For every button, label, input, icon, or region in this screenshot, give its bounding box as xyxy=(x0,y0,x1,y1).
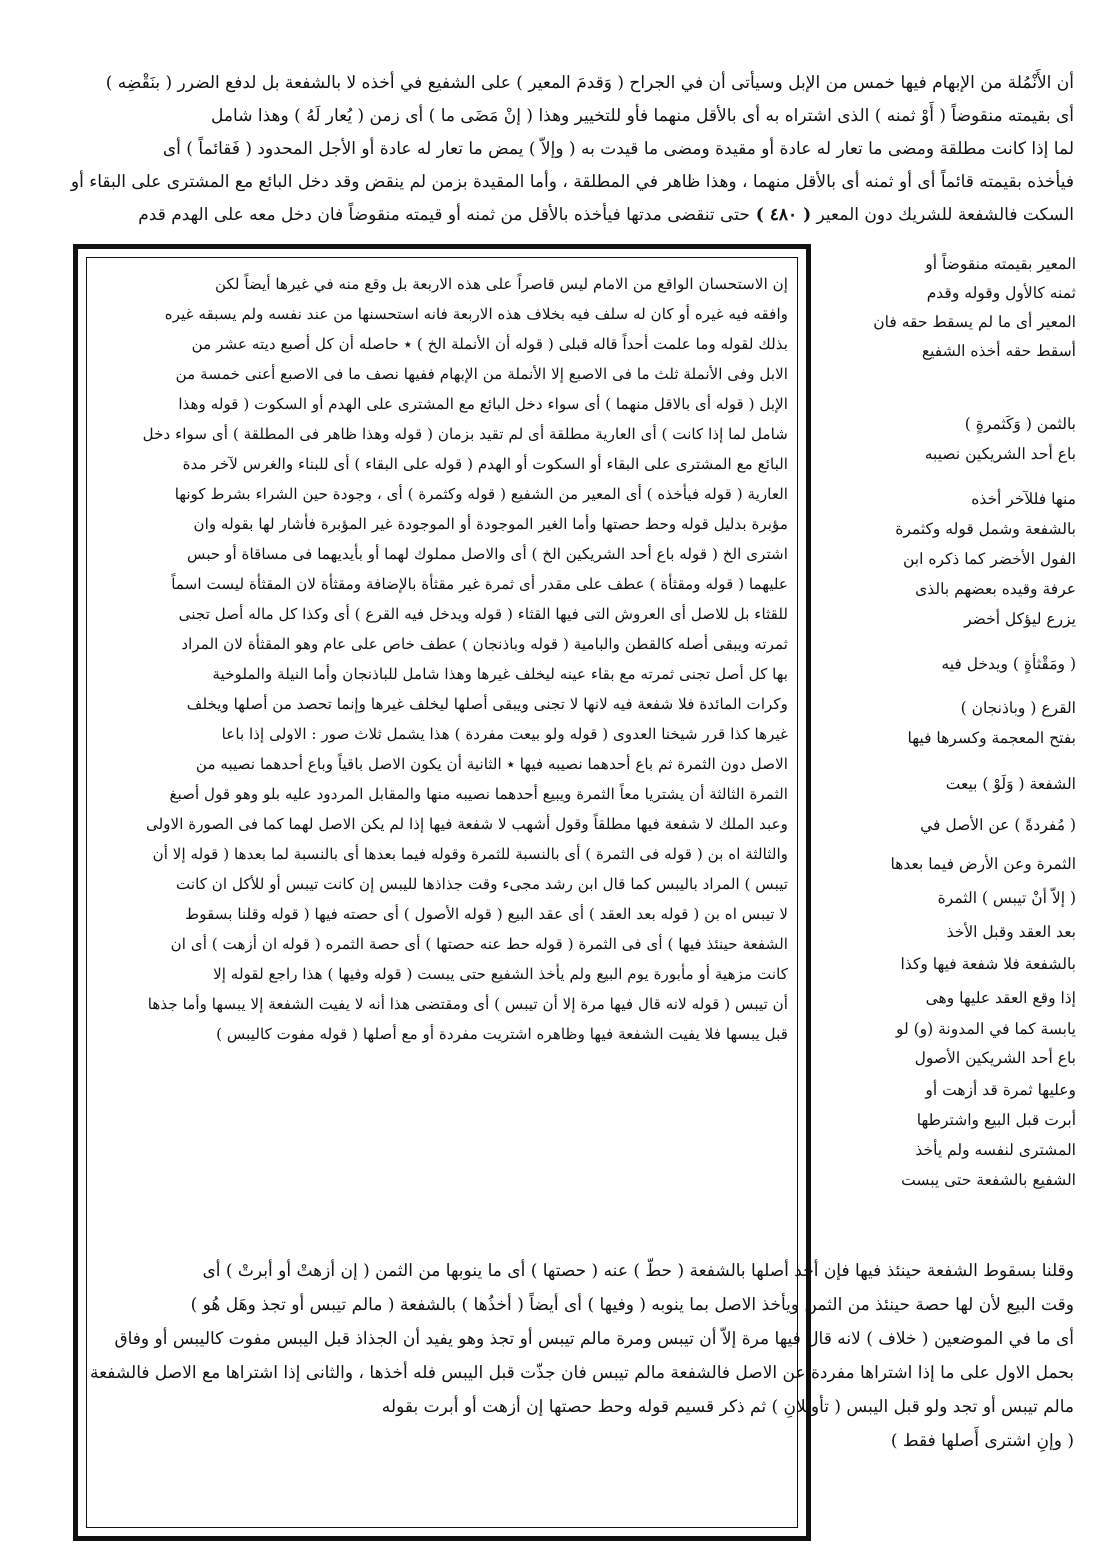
side-line: عرفة وقيده بعضهم بالذى xyxy=(915,580,1076,598)
side-line: بعد العقد وقبل الأخذ xyxy=(946,923,1076,941)
side-line: بالشفعة وشمل قوله وكثمرة xyxy=(895,520,1076,538)
main-line-tail: حتى تنقضى مدتها فيأخذه بالأقل من ثمنه أو قيمته منقوضاً فان دخل معه على الهدم قدم xyxy=(138,205,750,225)
side-line: ( ومَقْثأةٍ ) ويدخل فيه xyxy=(941,655,1076,673)
commentary-line: الاصل دون الثمرة ثم باع أحدهما نصيبه فيها ٭ الثانية أن يكون الاصل باقياً وباع أحدهما نصيبه من xyxy=(195,755,788,773)
main-line: وقلنا بسقوط الشفعة حينئذ فيها فإن أخذ أصلها بالشفعة ( حطّ ) عنه ( حصتها ) أى ما ينوبها من الثمن ( إن أزهتْ أو أبرتْ ) أى xyxy=(202,1261,1074,1281)
commentary-line: الشفعة حينئذ فيها ) أى فى الثمرة ( قوله حط عنه حصتها ) أى حصة الثمره ( قوله ان أزهت ) أى ان xyxy=(170,935,788,953)
side-line: المشترى لنفسه ولم يأخذ xyxy=(915,1141,1076,1159)
main-line: وقت البيع لأن لها حصة حينئذ من الثمن ويأخذ الاصل بما ينوبه ( وفيها ) أى أيضاً ( أخذُها ) بالشفعة ( مالم تيبس أو تجذ وهَل هُو ) xyxy=(190,1295,1074,1315)
commentary-line: الثمرة الثالثة أن يشتريا معاً الثمرة ويبيع أحدهما نصيبه منها والمقابل المردود عليه بلو وهو قول أصبغ xyxy=(169,785,788,803)
commentary-line: وكرات المائدة فلا شفعة فيه لانها لا تجنى ويبقى أصلها ليخلف غيرها وإنما تحصد من أصلها ويخلف xyxy=(186,695,788,713)
main-line-with-page-number xyxy=(44,200,1074,230)
commentary-line: البائع مع المشترى على البقاء أو السكوت أو الهدم ( قوله على البقاء ) أى للبناء والغرس لآخر مدة xyxy=(182,455,788,473)
commentary-line: تيبس ) المراد باليبس كما قال ابن رشد مجىء وقت جذاذها لليبس إن كانت تيبس أو للأكل ان كانت xyxy=(175,875,788,893)
side-line: الثمرة وعن الأرض فيما بعدها xyxy=(890,855,1076,873)
commentary-line: غيرها كذا قرر شيخنا العدوى ( قوله ولو بيعت مفردة ) هذا يشمل ثلاث صور : الاولى إذا باعا xyxy=(221,725,788,743)
commentary-line: والثالثة اه بن ( قوله فى الثمرة ) أى بالنسبة للثمرة وقوله فيما بعدها أى بالنسبة لما بعدها ( قوله إلا أن xyxy=(152,845,788,863)
side-line: القرع ( وباذنجان ) xyxy=(960,699,1076,717)
commentary-line: ثمرته ويبقى أصله كالقطن والبامية ( قوله وباذنجان ) عطف خاص على عام وهو المقثأة لان المراد xyxy=(181,635,788,653)
side-line: أسقط حقه أخذه الشفيع xyxy=(921,342,1076,360)
main-line-head: السكت فالشفعة للشريك دون المعير xyxy=(816,205,1074,225)
side-line: ثمنه كالأول وقوله وقدم xyxy=(926,284,1076,302)
main-line: أن الأَنْمُلة من الإبهام فيها خمس من الإبل وسيأتى أن في الجراح ( وَقدمَ المعير ) على الشفيع في أخذه لا بالشفعة بل لدفع الضرر ( بنَقْضِه ) xyxy=(105,73,1074,93)
side-line: إذا وقع العقد عليها وهى xyxy=(925,989,1076,1007)
commentary-line: بذلك لقوله وما علمت أحداً قاله قبلى ( قوله أن الأنملة الخ ) ٭ حاصله أن كل أصبع ديته عشر من xyxy=(191,335,788,353)
commentary-line: اشترى الخ ( قوله باع أحد الشريكين الخ ) أى والاصل مملوك لهما أو بأيديهما فى مساقاة أو حبس xyxy=(186,545,788,563)
side-line: وعليها ثمرة قد أزهت أو xyxy=(925,1081,1076,1099)
main-line: لما إذا كانت مطلقة ومضى ما تعار له عادة أو مقيدة ومضى ما قيدت به ( وإلاّ ) يمض ما تعار له عادة أو الأجل المحدود ( فَقائماً ) أى xyxy=(162,139,1074,159)
commentary-line: أن تيبس ( قوله لانه قال فيها مرة إلا أن تيبس ) أى ومقتضى هذا أنه لا يفيت الشفعة إلا يبسها وأما جذها xyxy=(147,995,788,1013)
side-line: الفول الأخضر كما ذكره ابن xyxy=(902,550,1076,568)
commentary-line: شامل لما إذا كانت ) أى العارية مطلقة أى لم تقيد بزمان ( قوله وهذا ظاهر فى المطلقة ) أى سواء دخل xyxy=(142,425,788,443)
side-line: بالشفعة فلا شفعة فيها وكذا xyxy=(900,955,1076,973)
main-line: فيأخذه بقيمته قائماً أى أو ثمنه أى بالأقل منهما ، وهذا ظاهر في المطلقة ، وأما المقيدة بزمن لم ينقض وقد دخل البائع مع المشترى على البقاء أو xyxy=(70,172,1074,192)
side-line: أبرت قبل البيع واشترطها xyxy=(916,1111,1076,1129)
commentary-line: كانت مزهية أو مأبورة يوم البيع ولم يأخذ الشفيع حتى يبست ( قوله وفيها ) هذا راجع لقوله إلا xyxy=(213,965,788,983)
main-line: أى بقيمته منقوضاً ( أَوْ ثمنه ) الذى اشتراه به أى بالأقل منهما فأو للتخيير وهذا ( إنْ مَضَى ما ) أى زمن ( يُعار لَهُ ) وهذا شامل xyxy=(211,106,1074,126)
side-line: الشفعة ( وَلَوْ ) بيعت xyxy=(945,775,1076,793)
commentary-line: مؤبرة بدليل قوله وحط حصتها وأما الغير الموجودة أو الموجودة غير المؤبرة فأشار لها بقوله وان xyxy=(193,515,788,533)
page-number: ( ٤٨٠ ) xyxy=(749,205,812,225)
side-line: باع أحد الشريكين الأصول xyxy=(914,1049,1076,1067)
side-line: المعير بقيمته منقوضاً أو xyxy=(925,255,1076,273)
main-line: أى ما في الموضعين ( خلاف ) لانه قال فيها مرة إلاّ أن تيبس ومرة مالم تيبس أو تجذ وهو يفيد أن الجذاذ قبل اليبس مفوت كاليبس أو وفاق xyxy=(114,1329,1074,1349)
main-line: بحمل الاول على ما إذا اشتراها مفردة عن الاصل فالشفعة مالم تيبس فان جذّت قبل اليبس فله أخذها ، والثانى إذا اشتراها مع الاصل فالشفعة xyxy=(89,1363,1074,1383)
commentary-line: للقثاء بل للاصل أى العروش التى فيها القثاء ( قوله ويدخل فيه القرع ) أى وكذا كل ماله أصل تجنى xyxy=(178,605,788,623)
side-line: بالثمن ( وَكَثمرةٍ ) xyxy=(964,415,1076,433)
commentary-line: إن الاستحسان الواقع من الامام ليس قاصراً على هذه الاربعة بل وقع منه في غيرها أيضاً لكن xyxy=(214,275,788,293)
commentary-line: العارية ( قوله فيأخذه ) أى المعير من الشفيع ( قوله وكثمرة ) أى ، وجودة حين الشراء بشرط كونها xyxy=(174,485,788,503)
side-line: يزرع ليؤكل أخضر xyxy=(964,610,1076,628)
main-line: مالم تيبس أو تجد ولو قبل اليبس ( تأويلانِ ) ثم ذكر قسيم قوله وحط حصتها إن أزهت أو أبرت بقوله xyxy=(381,1397,1074,1417)
page-number-value: ٤٨٠ xyxy=(769,205,798,225)
commentary-line: عليهما ( قوله ومقثأة ) عطف على مقدر أى ثمرة غير مقثأة بالإضافة ومقثأة لان المقثأة ليست اسماً xyxy=(171,575,788,593)
commentary-line: بها كل أصل تجنى ثمرته مع بقاء عينه ليخلف غيرها وهذا شامل للباذنجان وأما النيلة والملوخية xyxy=(212,665,788,683)
side-line: باع أحد الشريكين نصيبه xyxy=(924,445,1076,463)
side-line: المعير أى ما لم يسقط حقه فان xyxy=(873,313,1076,331)
side-line: يابسة كما في المدونة (و) لو xyxy=(895,1020,1076,1038)
commentary-line: قبل يبسها فلا يفيت الشفعة فيها وظاهره اشتريت مفردة أو مع أصلها ( قوله مفوت كاليبس ) xyxy=(216,1025,788,1043)
main-line: ( وإنِ اشترى أَصلها فقط ) xyxy=(890,1431,1074,1451)
side-line: ( إلاّ أنْ تيبس ) الثمرة xyxy=(937,889,1076,907)
side-line: الشفيع بالشفعة حتى يبست xyxy=(901,1171,1076,1189)
commentary-line: الابل وفى الأنملة ثلث ما فى الاصبع إلا الأنملة من الإبهام ففيها نصف ما فى الاصبع أعنى خمسة من xyxy=(175,365,788,383)
side-line: منها فللآخر أخذه xyxy=(971,490,1076,508)
commentary-line: الإبل ( قوله أى بالاقل منهما ) أى سواء دخل البائع مع المشترى على الهدم أو السكوت ( قوله وهذا xyxy=(178,395,788,413)
commentary-line: وعبد الملك لا شفعة فيها مطلقاً وقول أشهب لا شفعة فيها إذا لم يكن الاصل لهما كما فى الصورة الاولى xyxy=(145,815,788,833)
side-line: بفتح المعجمة وكسرها فيها xyxy=(907,729,1076,747)
side-line: ( مُفردةً ) عن الأصل في xyxy=(920,816,1076,834)
commentary-line: وافقه فيه غيره أو كان له سلف فيه بخلاف هذه الاربعة فانه استحسنها من عند نفسه ولم يسبقه غيره xyxy=(164,305,788,323)
commentary-line: لا تيبس اه بن ( قوله بعد العقد ) أى عقد البيع ( قوله الأصول ) أى حصته فيها ( قوله وقلنا بسقوط xyxy=(185,905,788,923)
